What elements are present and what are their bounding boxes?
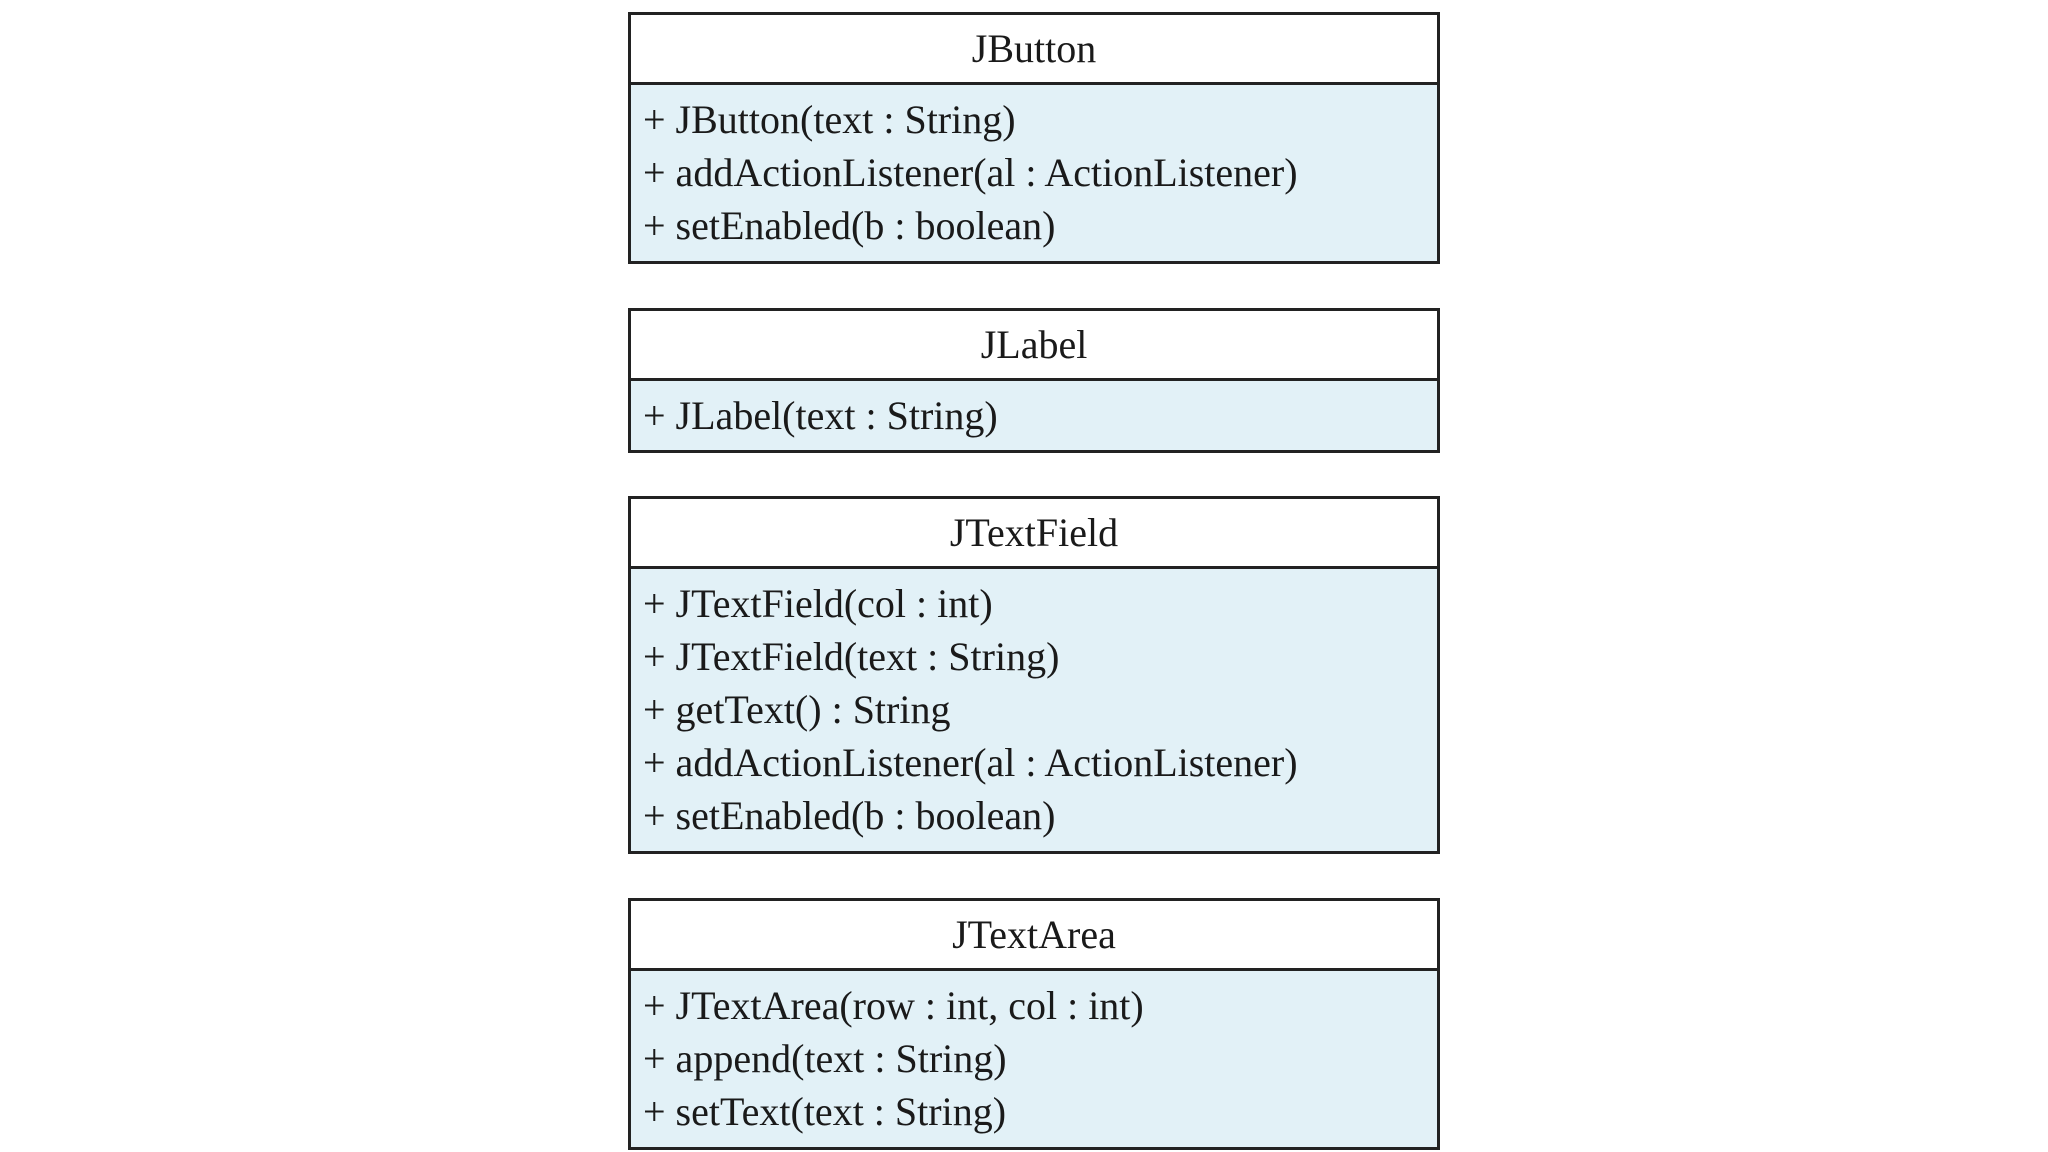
method-row: + JTextArea(row : int, col : int) xyxy=(643,983,1144,1028)
method-row: + addActionListener(al : ActionListener) xyxy=(643,740,1298,785)
class-box-jtextfield xyxy=(628,496,1440,854)
method-row: + addActionListener(al : ActionListener) xyxy=(643,150,1298,195)
method-row: + JButton(text : String) xyxy=(643,97,1016,142)
method-row: + JLabel(text : String) xyxy=(643,393,998,438)
method-row: + JTextField(text : String) xyxy=(643,634,1060,679)
method-row: + setText(text : String) xyxy=(643,1089,1007,1134)
class-name: JLabel xyxy=(631,311,1437,381)
method-list xyxy=(631,971,1437,1147)
class-name: JTextArea xyxy=(631,901,1437,971)
class-name: JButton xyxy=(631,15,1437,85)
method-row: + JTextField(col : int) xyxy=(643,581,993,626)
method-row: + append(text : String) xyxy=(643,1036,1007,1081)
class-box-jlabel xyxy=(628,308,1440,453)
method-list xyxy=(631,85,1437,261)
class-box-jbutton xyxy=(628,12,1440,264)
method-list xyxy=(631,381,1437,450)
method-row: + getText() : String xyxy=(643,687,951,732)
class-name: JTextField xyxy=(631,499,1437,569)
method-row: + setEnabled(b : boolean) xyxy=(643,203,1056,248)
class-box-jtextarea xyxy=(628,898,1440,1150)
method-list xyxy=(631,569,1437,851)
method-row: + setEnabled(b : boolean) xyxy=(643,793,1056,838)
